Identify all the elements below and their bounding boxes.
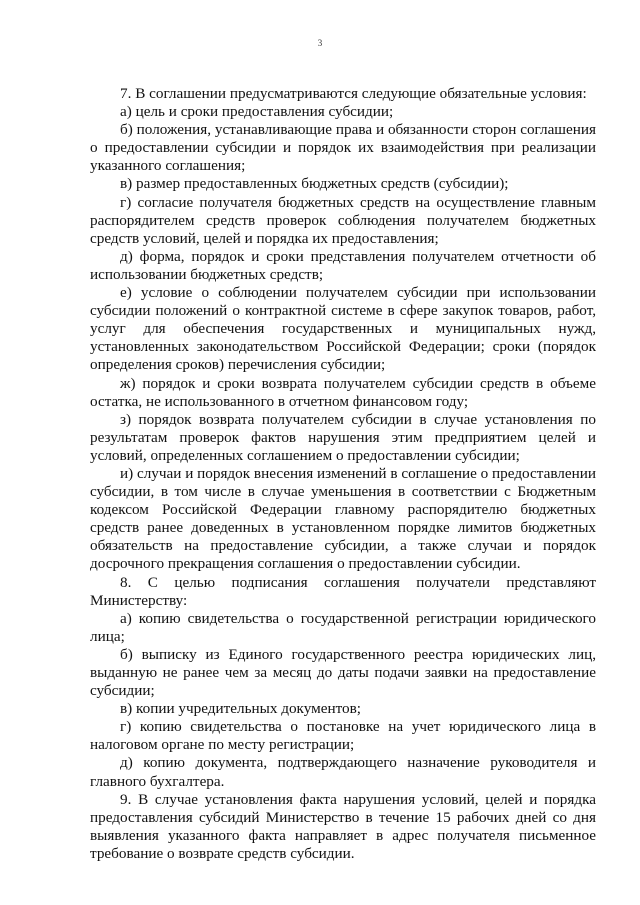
paragraph-8a: а) копию свидетельства о государственной регистрации юридического лица; bbox=[90, 609, 596, 645]
paragraph-8: 8. С целью подписания соглашения получатели представляют Министерству: bbox=[90, 573, 596, 609]
paragraph-7v: в) размер предоставленных бюджетных средств (субсидии); bbox=[120, 175, 509, 193]
paragraph-8d: д) копию документа, подтверждающего назначение руководителя и главного бухгалтера. bbox=[90, 754, 596, 790]
paragraph-7a: а) цель и сроки предоставления субсидии; bbox=[120, 103, 394, 121]
paragraph-7d: д) форма, порядок и сроки представления получателем отчетности об использовании бюджетных средств; bbox=[90, 247, 596, 283]
paragraph-7zh: ж) порядок и сроки возврата получателем субсидии средств в объеме остатка, не использованного в отчетном финансовом году; bbox=[90, 374, 596, 410]
paragraph-8g: г) копию свидетельства о постановке на учет юридического лица в налоговом органе по месту регистрации; bbox=[90, 718, 596, 754]
paragraph-9: 9. В случае установления факта нарушения условий, целей и порядка предоставления субсидий Министерство в течение 15 рабочих дней со дня выявления указанного факта направляет в адрес получателя письменное требование о возврате средств субсидии. bbox=[90, 790, 596, 862]
paragraph-7: 7. В соглашении предусматриваются следующие обязательные условия: bbox=[120, 85, 587, 102]
paragraph-8v: в) копии учредительных документов; bbox=[120, 700, 362, 718]
paragraph-7b: б) положения, устанавливающие права и обязанности сторон соглашения о предоставлении субсидии и порядок их взаимодействия при реализации указанного соглашения; bbox=[90, 121, 596, 175]
paragraph-8b: б) выписку из Единого государственного реестра юридических лиц, выданную не ранее чем за месяц до даты подачи заявки на предоставление субсидии; bbox=[90, 645, 596, 700]
paragraph-7z: з) порядок возврата получателем субсидии в случае установления по результатам проверок фактов нарушения этим предприятием целей и условий, определенных соглашением о предоставлении субсидии; bbox=[90, 410, 596, 464]
paragraph-7e: е) условие о соблюдении получателем субсидии при использовании субсидии положений о контрактной системе в сфере закупок товаров, работ, услуг для обеспечения государственных и муниципальных нужд, установленных законодательством Российской Федерации; сроки (порядок определения сроков) перечисления субсидии; bbox=[90, 284, 596, 374]
paragraph-7g: г) согласие получателя бюджетных средств на осуществление главным распорядителем средств проверок соблюдения получателем бюджетных средств условий, целей и порядка их предоставления; bbox=[90, 193, 596, 247]
document-body bbox=[90, 85, 596, 863]
paragraph-7i: и) случаи и порядок внесения изменений в соглашение о предоставлении субсидии, в том числе в случае уменьшения в соответствии с Бюджетным кодексом Российской Федерации главному распорядителю бюджетных средств ранее доведенных в установленном порядке лимитов бюджетных обязательств на предоставление субсидии, а также случаи и порядок досрочного прекращения соглашения о предоставлении субсидии. bbox=[90, 464, 596, 573]
page-number: 3 bbox=[317, 38, 323, 48]
